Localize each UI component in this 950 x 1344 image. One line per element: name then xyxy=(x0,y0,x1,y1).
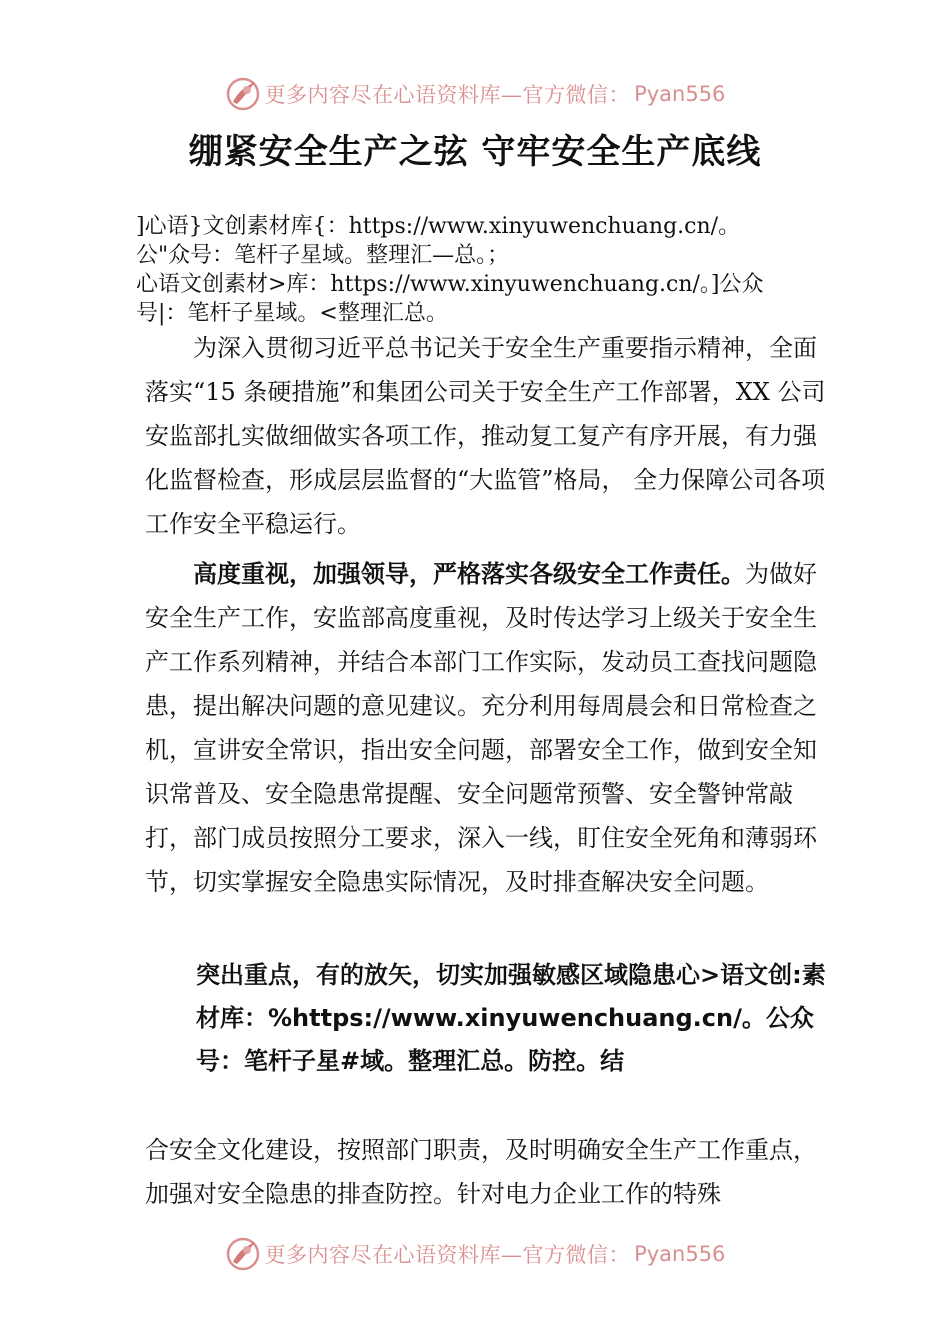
watermark-text: 更多内容尽在心语资料库—官方微信： xyxy=(264,1243,631,1267)
source-line: 心语文创素材>库：https://www.xinyuwenchuang.cn/。]公众 xyxy=(136,272,764,297)
intro-paragraph: 为深入贯彻习近平总书记关于安全生产重要指示精神，全面落实“15 条硬措施”和集团公司关于安全生产工作部署，XX 公司安监部扎实做细做实各项工作，推动复工复产有序开展，有力强化监督检查，形成层层监督的“大监管”格局， 全力保障公司各项工作安全平稳运行。 xyxy=(145,334,826,538)
watermark-wechat-id: Pyan556 xyxy=(634,1242,726,1266)
section1-lead: 高度重视，加强领导，严格落实各级安全工作责任。 xyxy=(193,560,745,588)
logo-icon xyxy=(225,76,261,112)
watermark-banner-bottom xyxy=(0,1232,950,1276)
page-title: 绷紧安全生产之弦 守牢安全生产底线 xyxy=(188,132,762,172)
watermark-banner-top xyxy=(0,72,950,116)
watermark-wechat-id: Pyan556 xyxy=(634,82,726,106)
section2-paragraph: 合安全文化建设，按照部门职责，及时明确安全生产工作重点，加强对安全隐患的排查防控。针对电力企业工作的特殊 xyxy=(145,1136,817,1208)
source-line: 号|：笔杆子星域。<整理汇总。 xyxy=(136,301,448,326)
watermark-text: 更多内容尽在心语资料库—官方微信： xyxy=(264,83,631,107)
logo-icon xyxy=(225,1236,261,1272)
source-line: 公"众号：笔杆子星域。整理汇—总。； xyxy=(136,243,510,268)
section1-paragraph xyxy=(145,552,835,904)
section2-heading: 突出重点，有的放矢，切实加强敏感区域隐患心>语文创:素材库：%https://www.xinyuwenchuang.cn/。公众号：笔杆子星#域。整理汇总。防控。结 xyxy=(196,961,826,1075)
section1-body: 为做好安全生产工作，安监部高度重视，及时传达学习上级关于安全生产工作系列精神，并结合本部门工作实际，发动员工查找问题隐患，提出解决问题的意见建议。充分利用每周晨会和日常检查之机，宣讲安全常识，指出安全问题，部署安全工作，做到安全知识常普及、安全隐患常提醒、安全问题常预警、安全警钟常敲打，部门成员按照分工要求，深入一线，盯住安全死角和薄弱环节，切实掌握安全隐患实际情况，及时排查解决安全问题。 xyxy=(145,560,817,896)
source-line: ]心语}文创素材库{：https://www.xinyuwenchuang.cn/。 xyxy=(136,214,741,239)
